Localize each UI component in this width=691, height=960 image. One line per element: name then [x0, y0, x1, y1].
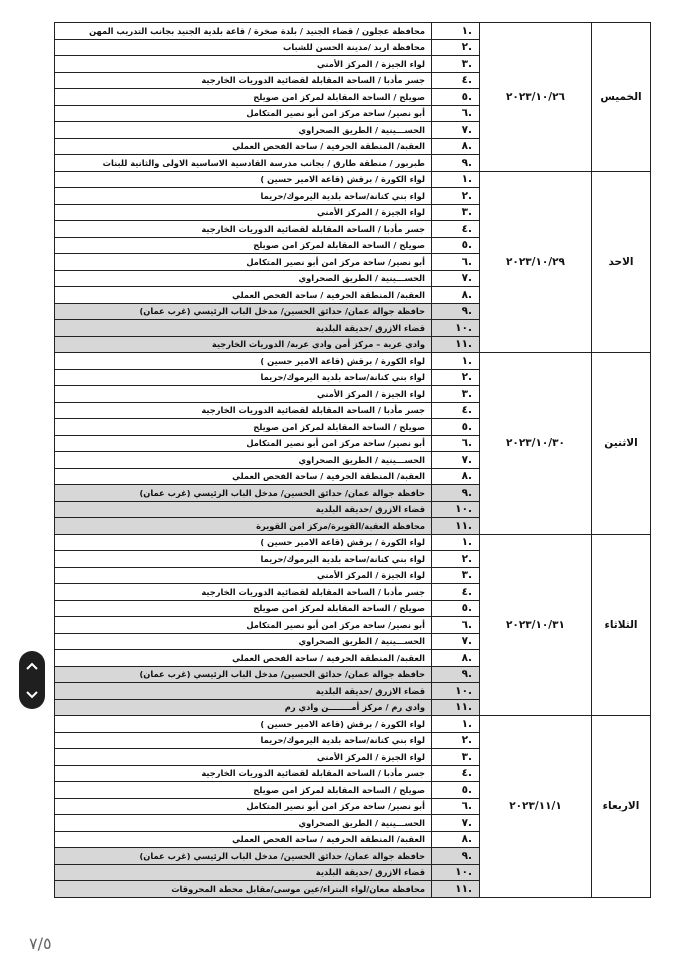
- location-cell: الحســـينية / الطريق الصحراوي: [55, 815, 432, 832]
- location-cell: محافظة عجلون / قضاء الجنيد / بلدة صخرة / قاعة بلدية الجنيد بجانب التدريب المهن: [55, 23, 432, 40]
- row-number: .٥: [432, 89, 480, 106]
- location-cell: أبو نصير/ ساحة مركز امن أبو نصير المتكامل: [55, 254, 432, 271]
- location-cell: لواء الكورة / برقش (قاعة الامير حسين ): [55, 534, 432, 551]
- location-cell: قضاء الازرق /حديقة البلدية: [55, 864, 432, 881]
- row-number: .٩: [432, 155, 480, 172]
- location-cell: حافظة جوالة عمان/ حدائق الحسين/ مدخل الباب الرئيسي (غرب عمان): [55, 666, 432, 683]
- day-name: الثلاثاء: [592, 534, 651, 716]
- row-number: .٦: [432, 105, 480, 122]
- location-cell: جسر مأدبا / الساحة المقابلة لقضائية الدوريات الخارجية: [55, 765, 432, 782]
- location-cell: لواء الجيزة / المركز الأمني: [55, 204, 432, 221]
- row-number: .٥: [432, 237, 480, 254]
- row-number: .٣: [432, 204, 480, 221]
- location-cell: لواء بني كنانة/ساحة بلدية اليرموك/حريما: [55, 551, 432, 568]
- location-cell: لواء الجيزة / المركز الأمني: [55, 749, 432, 766]
- row-number: .٢: [432, 188, 480, 205]
- location-cell: الحســـينية / الطريق الصحراوي: [55, 270, 432, 287]
- row-number: .٤: [432, 72, 480, 89]
- row-number: .٨: [432, 138, 480, 155]
- schedule-table: [54, 22, 651, 898]
- row-number: .١٠: [432, 501, 480, 518]
- row-number: .٢: [432, 732, 480, 749]
- location-cell: محافظة العقبة/القويرة/مركز امن القويرة: [55, 518, 432, 535]
- location-cell: لواء الجيزة / المركز الأمني: [55, 386, 432, 403]
- row-number: .٥: [432, 419, 480, 436]
- row-number: .٣: [432, 567, 480, 584]
- row-number: .١١: [432, 518, 480, 535]
- day-date: ٢٠٢٣/١٠/٢٦: [480, 23, 592, 172]
- row-number: .٧: [432, 815, 480, 832]
- location-cell: جسر مأدبا / الساحة المقابلة لقضائية الدوريات الخارجية: [55, 402, 432, 419]
- row-number: .٦: [432, 435, 480, 452]
- location-cell: الحســـينية / الطريق الصحراوي: [55, 122, 432, 139]
- row-number: .٩: [432, 666, 480, 683]
- location-cell: صويلح / الساحة المقابلة لمركز امن صويلح: [55, 419, 432, 436]
- schedule-row: [55, 171, 651, 188]
- schedule-row: [55, 716, 651, 733]
- location-cell: حافظة جوالة عمان/ حدائق الحسين/ مدخل الباب الرئيسي (غرب عمان): [55, 848, 432, 865]
- day-date: ٢٠٢٣/١٠/٣١: [480, 534, 592, 716]
- location-cell: الحســـينية / الطريق الصحراوي: [55, 633, 432, 650]
- schedule-row: [55, 353, 651, 370]
- location-cell: لواء الجيزة / المركز الأمني: [55, 567, 432, 584]
- row-number: .٨: [432, 650, 480, 667]
- row-number: .١٠: [432, 683, 480, 700]
- day-date: ٢٠٢٣/١١/١: [480, 716, 592, 898]
- chevron-down-icon[interactable]: [19, 680, 45, 709]
- schedule-row: [55, 23, 651, 40]
- location-cell: محافظة معان/لواء البتراء/عين موسى/مقابل محطة المحروقات: [55, 881, 432, 898]
- location-cell: صويلح / الساحة المقابلة لمركز امن صويلح: [55, 237, 432, 254]
- day-name: الاثنين: [592, 353, 651, 535]
- row-number: .٣: [432, 56, 480, 73]
- location-cell: حافظة جوالة عمان/ حدائق الحسين/ مدخل الباب الرئيسي (غرب عمان): [55, 485, 432, 502]
- row-number: .١١: [432, 336, 480, 353]
- row-number: .٤: [432, 765, 480, 782]
- day-name: الاربعاء: [592, 716, 651, 898]
- row-number: .٤: [432, 221, 480, 238]
- location-cell: لواء الكورة / برقش (قاعة الامير حسين ): [55, 716, 432, 733]
- row-number: .٢: [432, 39, 480, 56]
- location-cell: لواء بني كنانة/ساحة بلدية اليرموك/حريما: [55, 188, 432, 205]
- chevron-up-icon[interactable]: [19, 651, 45, 680]
- row-number: .١١: [432, 881, 480, 898]
- location-cell: أبو نصير/ ساحة مركز امن أبو نصير المتكامل: [55, 435, 432, 452]
- location-cell: جسر مأدبا / الساحة المقابلة لقضائية الدوريات الخارجية: [55, 221, 432, 238]
- row-number: .٣: [432, 386, 480, 403]
- location-cell: العقبة/ المنطقة الحرفية / ساحة الفحص العملي: [55, 831, 432, 848]
- row-number: .٨: [432, 831, 480, 848]
- row-number: .١: [432, 353, 480, 370]
- location-cell: العقبة/ المنطقة الحرفية / ساحة الفحص العملي: [55, 468, 432, 485]
- location-cell: قضاء الازرق /حديقة البلدية: [55, 683, 432, 700]
- location-cell: لواء الكورة / برقش (قاعة الامير حسين ): [55, 171, 432, 188]
- location-cell: أبو نصير/ ساحة مركز امن أبو نصير المتكامل: [55, 105, 432, 122]
- location-cell: طبربور / منطقة طارق / بجانب مدرسة القادسية الاساسية الاولى والثانية للبنات: [55, 155, 432, 172]
- location-cell: لواء بني كنانة/ساحة بلدية اليرموك/حريما: [55, 369, 432, 386]
- day-date: ٢٠٢٣/١٠/٢٩: [480, 171, 592, 353]
- location-cell: قضاء الازرق /حديقة البلدية: [55, 320, 432, 337]
- location-cell: صويلح / الساحة المقابلة لمركز امن صويلح: [55, 89, 432, 106]
- row-number: .١: [432, 716, 480, 733]
- row-number: .١: [432, 23, 480, 40]
- location-cell: صويلح / الساحة المقابلة لمركز امن صويلح: [55, 600, 432, 617]
- location-cell: وادي رم / مركز أمــــــــن وادي رم: [55, 699, 432, 716]
- row-number: .١١: [432, 699, 480, 716]
- location-cell: جسر مأدبا / الساحة المقابلة لقضائية الدوريات الخارجية: [55, 584, 432, 601]
- day-name: الاحد: [592, 171, 651, 353]
- location-cell: لواء الكورة / برقش (قاعة الامير حسين ): [55, 353, 432, 370]
- row-number: .٥: [432, 600, 480, 617]
- location-cell: لواء الجيزة / المركز الأمني: [55, 56, 432, 73]
- location-cell: أبو نصير/ ساحة مركز امن أبو نصير المتكامل: [55, 798, 432, 815]
- location-cell: حافظة جوالة عمان/ حدائق الحسين/ مدخل الباب الرئيسي (غرب عمان): [55, 303, 432, 320]
- location-cell: أبو نصير/ ساحة مركز امن أبو نصير المتكامل: [55, 617, 432, 634]
- day-name: الخميس: [592, 23, 651, 172]
- location-cell: العقبة/ المنطقة الحرفية / ساحة الفحص العملي: [55, 650, 432, 667]
- row-number: .٨: [432, 287, 480, 304]
- row-number: .٤: [432, 584, 480, 601]
- row-number: .١: [432, 171, 480, 188]
- row-number: .٥: [432, 782, 480, 799]
- row-number: .٧: [432, 633, 480, 650]
- location-cell: وادي عربة – مركز أمن وادي عربة/ الدوريات الخارجية: [55, 336, 432, 353]
- row-number: .١: [432, 534, 480, 551]
- row-number: .٧: [432, 270, 480, 287]
- location-cell: العقبة/ المنطقة الحرفية / ساحة الفحص العملي: [55, 287, 432, 304]
- row-number: .٩: [432, 303, 480, 320]
- location-cell: الحســـينية / الطريق الصحراوي: [55, 452, 432, 469]
- location-cell: لواء بني كنانة/ساحة بلدية اليرموك/حريما: [55, 732, 432, 749]
- row-number: .٦: [432, 254, 480, 271]
- page-number: ٧/٥: [29, 934, 52, 953]
- location-cell: صويلح / الساحة المقابلة لمركز امن صويلح: [55, 782, 432, 799]
- row-number: .١٠: [432, 320, 480, 337]
- row-number: .٣: [432, 749, 480, 766]
- schedule-row: [55, 534, 651, 551]
- schedule-body: [55, 23, 651, 898]
- location-cell: العقبة/ المنطقة الحرفية / ساحة الفحص العملي: [55, 138, 432, 155]
- row-number: .١٠: [432, 864, 480, 881]
- scroll-widget[interactable]: [19, 651, 45, 709]
- day-date: ٢٠٢٣/١٠/٣٠: [480, 353, 592, 535]
- row-number: .٩: [432, 848, 480, 865]
- row-number: .٤: [432, 402, 480, 419]
- row-number: .٢: [432, 551, 480, 568]
- row-number: .٧: [432, 122, 480, 139]
- row-number: .٩: [432, 485, 480, 502]
- row-number: .٨: [432, 468, 480, 485]
- location-cell: جسر مأدبا / الساحة المقابلة لقضائية الدوريات الخارجية: [55, 72, 432, 89]
- row-number: .٦: [432, 617, 480, 634]
- row-number: .٢: [432, 369, 480, 386]
- location-cell: قضاء الازرق /حديقة البلدية: [55, 501, 432, 518]
- row-number: .٦: [432, 798, 480, 815]
- location-cell: محافظة اربد /مدينة الحسن للشباب: [55, 39, 432, 56]
- row-number: .٧: [432, 452, 480, 469]
